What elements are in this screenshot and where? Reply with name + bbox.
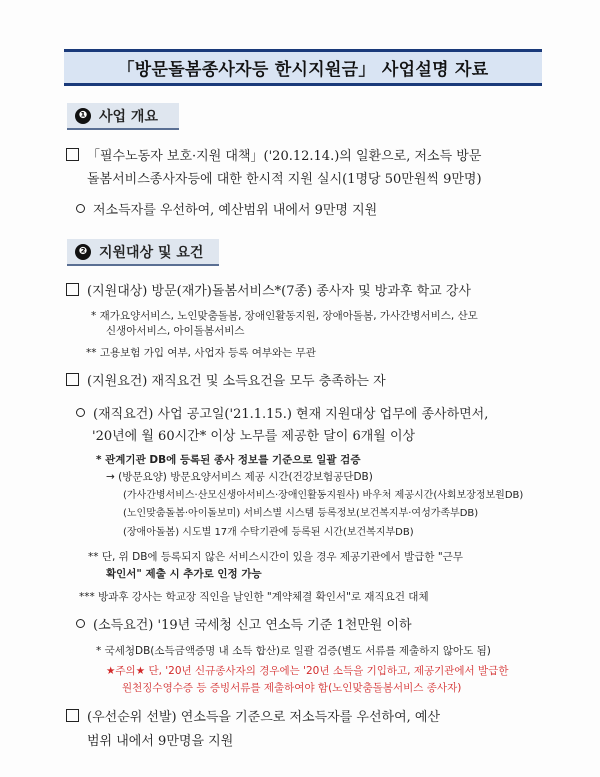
section-heading: 사업 개요 xyxy=(99,108,158,125)
title-box xyxy=(64,49,542,86)
square-bullet-icon xyxy=(66,283,79,296)
target-note-1-cont: 신생아서비스, 아이돌봄서비스 xyxy=(106,325,245,337)
employment-note-1a: → (방문요양) 방문요양서비스 제공 시간(건강보험공단DB) xyxy=(106,471,373,483)
employment-requirement: (재직요건) 사업 공고일('21.1.15.) 현재 지원대상 업무에 종사하면서, xyxy=(76,406,488,423)
employment-note-1d: (장애아돌봄) 시도별 17개 수탁기관에 등록된 시간(보건복지부DB) xyxy=(123,527,414,538)
overview-paragraph-2: 저소득자를 우선하여, 예산범위 내에서 9만명 지원 xyxy=(76,202,377,219)
target-note-2: ** 고용보험 가입 여부, 사업자 등록 여부와는 무관 xyxy=(86,347,316,359)
priority-line: (우선순위 선발) 연소득을 기준으로 저소득자를 우선하여, 예산 xyxy=(66,709,440,726)
requirements-line: (지원요건) 재직요건 및 소득요건을 모두 충족하는 자 xyxy=(66,373,386,390)
page-title: 「방문돌봄종사자등 한시지원금」 사업설명 자료 xyxy=(117,60,489,80)
section-header-target xyxy=(67,239,219,266)
employment-note-2: ** 단, 위 DB에 등록되지 않은 서비스시간이 있을 경우 제공기관에서 발급한 "근무 xyxy=(88,551,463,563)
circle-bullet-icon xyxy=(76,204,85,213)
employment-note-1b: (가사간병서비스·산모신생아서비스·장애인활동지원사) 바우처 제공시간(사회보장정보원DB) xyxy=(123,490,524,501)
priority-line-cont: 범위 내에서 9만명을 지원 xyxy=(87,734,234,749)
employment-note-2-cont: 확인서" 제출 시 추가로 인정 가능 xyxy=(106,568,262,580)
target-note-1: * 재가요양서비스, 노인맞춤돌봄, 장애인활동지원, 장애아돌봄, 가사간병서비스, 산모 xyxy=(91,310,478,322)
section-header-overview xyxy=(67,103,179,130)
square-bullet-icon xyxy=(66,709,79,722)
income-warning: ★주의★ 단, '20년 신규종사자의 경우에는 '20년 소득을 기입하고, 제공기관에서 발급한 xyxy=(106,665,509,677)
target-line: (지원대상) 방문(재가)돌봄서비스*(7종) 종사자 및 방과후 학교 강사 xyxy=(66,283,471,300)
overview-paragraph-1: 「필수노동자 보호·지원 대책」('20.12.14.)의 일환으로, 저소득 방문 xyxy=(66,148,481,165)
employment-note-1: * 관계기관 DB에 등록된 종사 정보를 기준으로 일괄 검증 xyxy=(96,454,361,466)
employment-note-3: *** 방과후 강사는 학교장 직인을 날인한 "계약체결 확인서"로 재직요건 대체 xyxy=(79,591,429,603)
income-note-1: * 국세청DB(소득금액증명 내 소득 합산)로 일괄 검증(별도 서류를 제출하지 않아도 됨) xyxy=(96,645,491,657)
section-number: ❶ xyxy=(75,108,91,124)
circle-bullet-icon xyxy=(76,408,85,417)
square-bullet-icon xyxy=(66,373,79,386)
section-heading: 지원대상 및 요건 xyxy=(99,244,204,261)
circle-bullet-icon xyxy=(76,619,85,628)
income-requirement: (소득요건) '19년 국세청 신고 연소득 기준 1천만원 이하 xyxy=(76,617,412,634)
income-warning-cont: 원천징수영수증 등 증빙서류를 제출하여야 함(노인맞춤돌봄서비스 종사자) xyxy=(122,682,462,694)
employment-note-1c: (노인맞춤돌봄·아이돌보미) 서비스별 시스템 등록정보(보건복지부·여성가족부DB) xyxy=(123,508,479,519)
employment-requirement-cont: '20년에 월 60시간* 이상 노무를 제공한 달이 6개월 이상 xyxy=(92,429,416,444)
overview-paragraph-1-cont: 돌봄서비스종사자등에 대한 한시적 지원 실시(1명당 50만원씩 9만명) xyxy=(87,172,482,187)
square-bullet-icon xyxy=(66,148,79,161)
section-number: ❷ xyxy=(75,244,91,260)
